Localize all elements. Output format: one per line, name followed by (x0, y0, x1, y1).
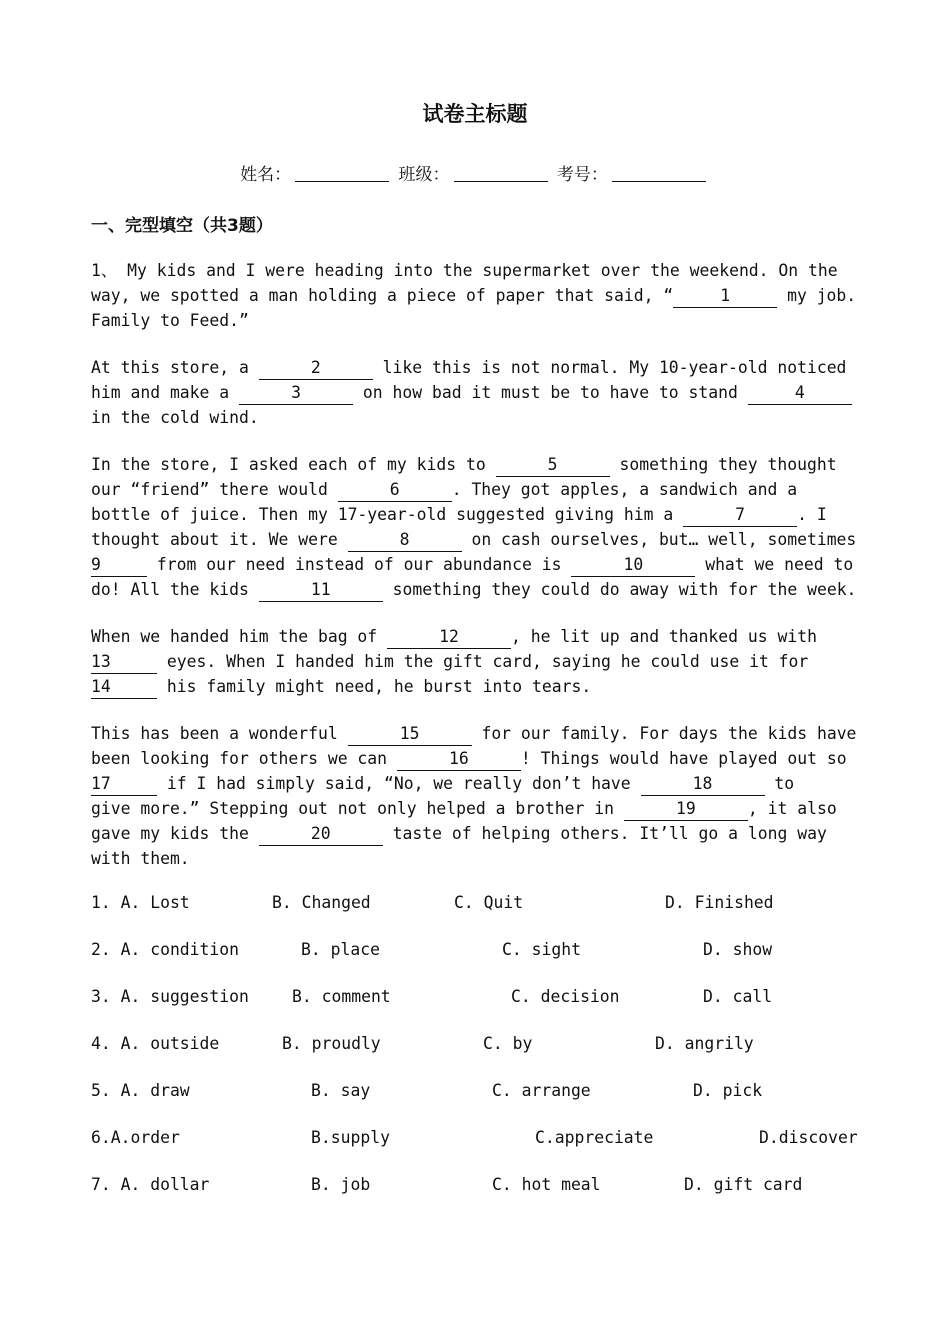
class-label: 班级： (398, 165, 450, 185)
passage-text: to (764, 774, 795, 793)
passage-text: him and make a (91, 383, 240, 402)
option-6-d[interactable]: D.discover (759, 1128, 858, 1147)
passage-text: way, we spotted a man holding a piece of paper that said, “ (91, 286, 674, 305)
blank-6[interactable]: 6 (338, 479, 452, 502)
passage-text: if I had simply said, “No, we really don’t have (157, 774, 641, 793)
blank-14[interactable]: 14 (91, 676, 157, 699)
option-4-c[interactable]: C. by (483, 1034, 533, 1053)
blank-16[interactable]: 16 (397, 748, 521, 771)
passage-text: gave my kids the (91, 824, 259, 843)
blank-15[interactable]: 15 (348, 723, 472, 746)
exam-no-label: 考号： (556, 165, 608, 185)
passage-paragraph-3 (91, 452, 871, 602)
option-3-a[interactable]: 3. A. suggestion (91, 987, 249, 1006)
option-2-b[interactable]: B. place (301, 940, 380, 959)
blank-20[interactable]: 20 (259, 823, 383, 846)
option-7-d[interactable]: D. gift card (684, 1175, 803, 1194)
option-5-a[interactable]: 5. A. draw (91, 1081, 190, 1100)
passage-text: At this store, a (91, 358, 259, 377)
option-2-a[interactable]: 2. A. condition (91, 940, 240, 959)
passage-text: , it also (747, 799, 837, 818)
blank-19[interactable]: 19 (624, 798, 748, 821)
blank-7[interactable]: 7 (683, 504, 797, 527)
option-3-b[interactable]: B. comment (292, 987, 391, 1006)
passage-text: do! All the kids (91, 580, 259, 599)
passage-text: what we need to (695, 555, 854, 574)
blank-17[interactable]: 17 (91, 773, 157, 796)
blank-13[interactable]: 13 (91, 651, 157, 674)
blank-1[interactable]: 1 (673, 285, 777, 308)
option-1-b[interactable]: B. Changed (272, 893, 371, 912)
option-1-d[interactable]: D. Finished (665, 893, 774, 912)
option-7-a[interactable]: 7. A. dollar (91, 1175, 210, 1194)
option-7-b[interactable]: B. job (311, 1175, 371, 1194)
exam-title: 试卷主标题 (422, 102, 528, 126)
passage-text: ! Things would have played out so (520, 749, 847, 768)
passage-text: give more.” Stepping out not only helped a brother in (91, 799, 624, 818)
option-1-c[interactable]: C. Quit (454, 893, 524, 912)
option-6-b[interactable]: B.supply (311, 1128, 390, 1147)
passage-paragraph-4 (91, 624, 871, 699)
blank-10[interactable]: 10 (571, 554, 695, 577)
passage-text: on how bad it must be to have to stand (353, 383, 748, 402)
passage-text: in the cold wind. (91, 408, 259, 427)
passage-text: Family to Feed.” (91, 311, 249, 330)
passage-text: from our need instead of our abundance is (147, 555, 572, 574)
passage-text: with them. (91, 849, 190, 868)
passage-text: his family might need, he burst into tears. (157, 677, 592, 696)
passage-text: like this is not normal. My 10-year-old noticed (372, 358, 847, 377)
passage-text: In the store, I asked each of my kids to (91, 455, 496, 474)
option-5-b[interactable]: B. say (311, 1081, 371, 1100)
option-1-a[interactable]: 1. A. Lost (91, 893, 190, 912)
passage-paragraph-5 (91, 721, 871, 871)
passage-paragraph-1 (91, 258, 871, 333)
option-6-c[interactable]: C.appreciate (535, 1128, 654, 1147)
option-7-c[interactable]: C. hot meal (492, 1175, 601, 1194)
option-2-d[interactable]: D. show (703, 940, 773, 959)
blank-4[interactable]: 4 (748, 382, 852, 405)
option-5-c[interactable]: C. arrange (492, 1081, 591, 1100)
passage-text: been looking for others we can (91, 749, 397, 768)
blank-11[interactable]: 11 (259, 579, 383, 602)
student-info-line (0, 160, 950, 185)
passage-text: thought about it. We were (91, 530, 348, 549)
blank-8[interactable]: 8 (348, 529, 462, 552)
class-blank[interactable] (454, 163, 548, 182)
option-3-d[interactable]: D. call (703, 987, 773, 1006)
passage-text: 1、 My kids and I were heading into the supermarket over the weekend. On the (91, 261, 838, 280)
passage-text: . I (797, 505, 827, 524)
option-4-a[interactable]: 4. A. outside (91, 1034, 220, 1053)
option-4-d[interactable]: D. angrily (655, 1034, 754, 1053)
blank-9[interactable]: 9 (91, 554, 147, 577)
passage-text: on cash ourselves, but… well, sometimes (461, 530, 857, 549)
passage-text: something they could do away with for the week. (382, 580, 857, 599)
passage-text: our “friend” there would (91, 480, 338, 499)
option-4-b[interactable]: B. proudly (282, 1034, 381, 1053)
passage-text: . They got apples, a sandwich and a (451, 480, 798, 499)
section-heading: 一、完型填空（共3题） (91, 216, 273, 236)
option-3-c[interactable]: C. decision (511, 987, 620, 1006)
passage-text: something they thought (609, 455, 837, 474)
name-label: 姓名： (240, 165, 292, 185)
passage-paragraph-2 (91, 355, 871, 430)
option-5-d[interactable]: D. pick (693, 1081, 763, 1100)
passage-text: When we handed him the bag of (91, 627, 388, 646)
blank-2[interactable]: 2 (259, 357, 373, 380)
passage-text: for our family. For days the kids have (471, 724, 857, 743)
option-6-a[interactable]: 6.A.order (91, 1128, 180, 1147)
blank-5[interactable]: 5 (496, 454, 610, 477)
blank-18[interactable]: 18 (641, 773, 765, 796)
passage-text: , he lit up and thanked us with (511, 627, 817, 646)
passage-text: bottle of juice. Then my 17-year-old suggested giving him a (91, 505, 684, 524)
option-2-c[interactable]: C. sight (502, 940, 581, 959)
passage-text: eyes. When I handed him the gift card, saying he could use it for (157, 652, 809, 671)
exam-no-blank[interactable] (612, 163, 706, 182)
blank-3[interactable]: 3 (239, 382, 353, 405)
passage-text: taste of helping others. It’ll go a long way (382, 824, 827, 843)
blank-12[interactable]: 12 (387, 626, 511, 649)
passage-text: my job. (777, 286, 857, 305)
passage-text: This has been a wonderful (91, 724, 348, 743)
name-blank[interactable] (295, 163, 389, 182)
